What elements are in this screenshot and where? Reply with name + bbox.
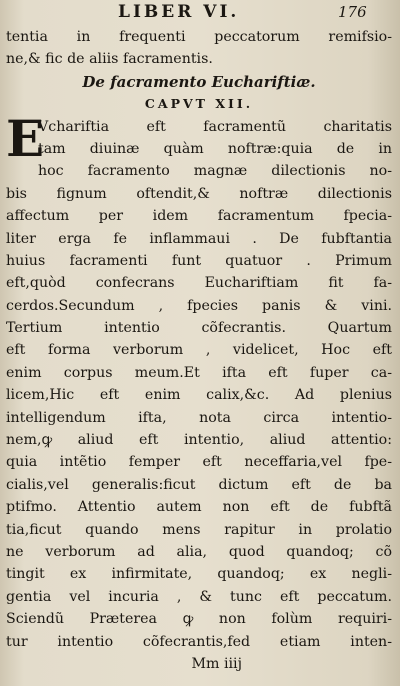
text-line: Tertium intentio cõfecrantis. Quartum: [6, 320, 392, 337]
text-line: huius facramenti funt quatuor . Primum: [6, 252, 392, 269]
text-line: enim corpus meum.Et ifta eft fuper ca-: [6, 364, 392, 381]
page-header: [0, 2, 400, 24]
page-number: 176: [338, 3, 367, 21]
chapter-heading: CAPVT XII.: [144, 96, 254, 112]
text-line: tam diuinæ quàm noftræ:quia de in: [38, 140, 392, 157]
signature-mark: Mm iiij: [191, 655, 242, 672]
text-line: tur intentio cõfecrantis,fed etiam inten-: [6, 633, 392, 650]
text-block: [6, 26, 392, 675]
drop-cap: E: [6, 108, 45, 168]
text-line: eft,quòd confecrans Euchariftiam fit fa-: [6, 275, 392, 292]
text-line: tentia in frequenti peccatorum remifsio-: [6, 29, 392, 45]
text-line: cerdos.Secundum , fpecies panis & vini.: [6, 297, 392, 314]
running-head: LIBER VI.: [118, 2, 240, 22]
text-line: tia,ficut quando mens rapitur in prolatio: [6, 521, 392, 538]
text-line: cialis,vel generalis:ficut dictum eft de ba: [6, 476, 392, 493]
text-line: Sciendũ Præterea ꝙ non folùm requiri-: [6, 611, 392, 628]
text-line: quia intẽtio femper eft neceffaria,vel fpe-: [6, 454, 392, 471]
text-line: tingit ex infirmitate, quandoq; ex negli-: [6, 566, 392, 583]
text-line: licem,Hic eft enim calix,&c. Ad plenius: [6, 387, 392, 404]
text-line: affectum per idem facramentum fpecia-: [6, 208, 392, 225]
text-line: liter erga fe inflammaui . De fubftantia: [6, 230, 392, 247]
text-line: intelligendum ifta, nota circa intentio-: [6, 409, 392, 426]
text-line: ptifmo. Attentio autem non eft de fubftã: [6, 499, 392, 516]
text-line: Vchariftia eft facramentũ charitatis: [38, 118, 392, 135]
text-line: hoc facramento magnæ dilectionis no-: [38, 163, 392, 180]
chapter-opening: [6, 108, 392, 168]
text-line: gentia vel incuria , & tunc eft peccatum.: [6, 588, 392, 605]
text-line: eft forma verborum , videlicet, Hoc eft: [6, 342, 392, 359]
text-line: nem,ꝙ aliud eft intentio, aliud attentio:: [6, 432, 392, 449]
text-line: ne verborum ad alia, quod quandoq; cõ: [6, 543, 392, 560]
section-title: De facramento Euchariftiæ.: [82, 72, 316, 91]
text-line: bis fignum oftendit,& noftræ dilectionis: [6, 185, 392, 202]
text-line: ne,& fic de aliis facramentis.: [6, 51, 213, 68]
